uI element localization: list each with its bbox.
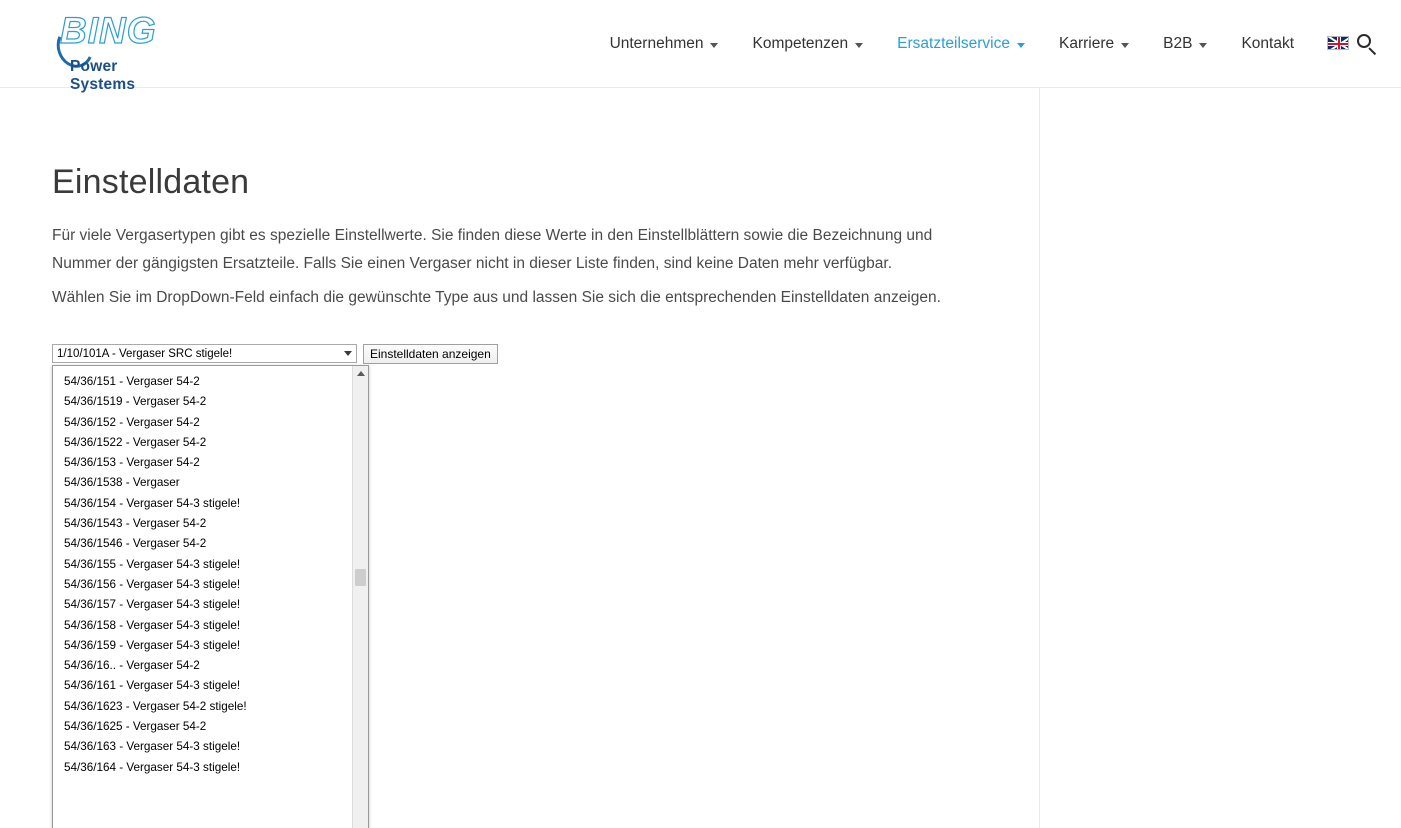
dropdown-option[interactable]: 54/36/1519 - Vergaser 54-2 <box>64 395 207 409</box>
show-einstelldaten-button[interactable]: Einstelldaten anzeigen <box>363 344 498 364</box>
search-icon[interactable] <box>1355 32 1379 56</box>
einstelldaten-form <box>52 344 498 364</box>
chevron-down-icon <box>855 43 863 48</box>
site-logo[interactable] <box>60 8 180 93</box>
nav-item-kontakt[interactable] <box>1224 0 1311 88</box>
dropdown-scrollbar[interactable] <box>352 366 368 828</box>
chevron-down-icon[interactable] <box>339 345 356 362</box>
nav-item-karriere[interactable] <box>1042 0 1146 88</box>
select-value: 1/10/101A - Vergaser SRC stigele! <box>57 347 233 360</box>
dropdown-option-list[interactable] <box>53 366 352 828</box>
nav-label: Kompetenzen <box>752 35 849 52</box>
vergaser-type-select[interactable] <box>52 344 357 363</box>
dropdown-option[interactable]: 54/36/154 - Vergaser 54-3 stigele! <box>64 496 241 510</box>
nav-label: Ersatzteilservice <box>897 35 1010 52</box>
dropdown-option[interactable]: 54/36/153 - Vergaser 54-2 <box>64 456 200 470</box>
dropdown-option[interactable]: 54/36/159 - Vergaser 54-3 stigele! <box>64 638 241 652</box>
vergaser-type-dropdown[interactable] <box>52 365 369 828</box>
nav-item-unternehmen[interactable] <box>593 0 736 88</box>
page-title: Einstelldaten <box>52 162 250 201</box>
nav-item-kompetenzen[interactable] <box>735 0 880 88</box>
dropdown-option[interactable]: 54/36/157 - Vergaser 54-3 stigele! <box>64 598 241 612</box>
logo-brand-text: BING <box>60 10 157 51</box>
dropdown-option[interactable]: 54/36/155 - Vergaser 54-3 stigele! <box>64 557 241 571</box>
nav-item-b2b[interactable] <box>1146 0 1224 88</box>
dropdown-option[interactable]: 54/36/164 - Vergaser 54-3 stigele! <box>64 760 241 774</box>
dropdown-option[interactable]: 54/36/1625 - Vergaser 54-2 <box>64 720 207 734</box>
scroll-up-arrow-icon[interactable] <box>353 366 368 381</box>
logo-tagline-text: Power Systems <box>70 58 136 93</box>
intro-paragraph-2: Wählen Sie im DropDown-Feld einfach die gewünschte Type aus und lassen Sie sich die entsprechenden Einstelldaten anzeigen. <box>52 288 941 306</box>
dropdown-option[interactable]: 54/36/161 - Vergaser 54-3 stigele! <box>64 679 241 693</box>
nav-label: Kontakt <box>1241 35 1294 52</box>
nav-label: Unternehmen <box>609 35 704 52</box>
dropdown-option[interactable]: 54/36/1538 - Vergaser <box>64 476 180 490</box>
site-header <box>0 0 1401 93</box>
scrollbar-thumb[interactable] <box>355 569 366 586</box>
dropdown-option[interactable]: 54/36/152 - Vergaser 54-2 <box>64 415 200 429</box>
chevron-down-icon <box>710 43 718 48</box>
chevron-down-icon <box>1121 43 1129 48</box>
nav-label: Karriere <box>1058 35 1115 52</box>
dropdown-option[interactable]: 54/36/163 - Vergaser 54-3 stigele! <box>64 740 241 754</box>
dropdown-option[interactable]: 54/36/1623 - Vergaser 54-2 stigele! <box>64 699 247 713</box>
dropdown-option[interactable]: 54/36/16.. - Vergaser 54-2 <box>64 659 200 673</box>
dropdown-option[interactable]: 54/36/1543 - Vergaser 54-2 <box>64 517 207 531</box>
main-content <box>0 88 1040 828</box>
dropdown-option[interactable]: 54/36/1546 - Vergaser 54-2 <box>64 537 207 551</box>
uk-flag-icon[interactable] <box>1327 36 1349 50</box>
chevron-down-icon <box>1017 43 1025 48</box>
dropdown-option[interactable]: 54/36/151 - Vergaser 54-2 <box>64 375 200 388</box>
dropdown-option[interactable]: 54/36/158 - Vergaser 54-3 stigele! <box>64 618 241 632</box>
intro-paragraph-1: Für viele Vergasertypen gibt es spezielle Einstellwerte. Sie finden diese Werte in den Einstellblättern sowie die Bezeichnung und Nummer der gängigsten Ersatzteile. Falls Sie einen Vergaser nicht in dieser Liste finden, sind keine Daten mehr verfügbar. <box>52 226 933 272</box>
dropdown-option[interactable]: 54/36/1522 - Vergaser 54-2 <box>64 435 207 449</box>
nav-label: B2B <box>1163 35 1193 52</box>
chevron-down-icon <box>1199 43 1207 48</box>
main-navigation <box>593 0 1311 88</box>
dropdown-option[interactable]: 54/36/156 - Vergaser 54-3 stigele! <box>64 577 241 591</box>
nav-item-ersatzteilservice[interactable] <box>880 0 1042 88</box>
